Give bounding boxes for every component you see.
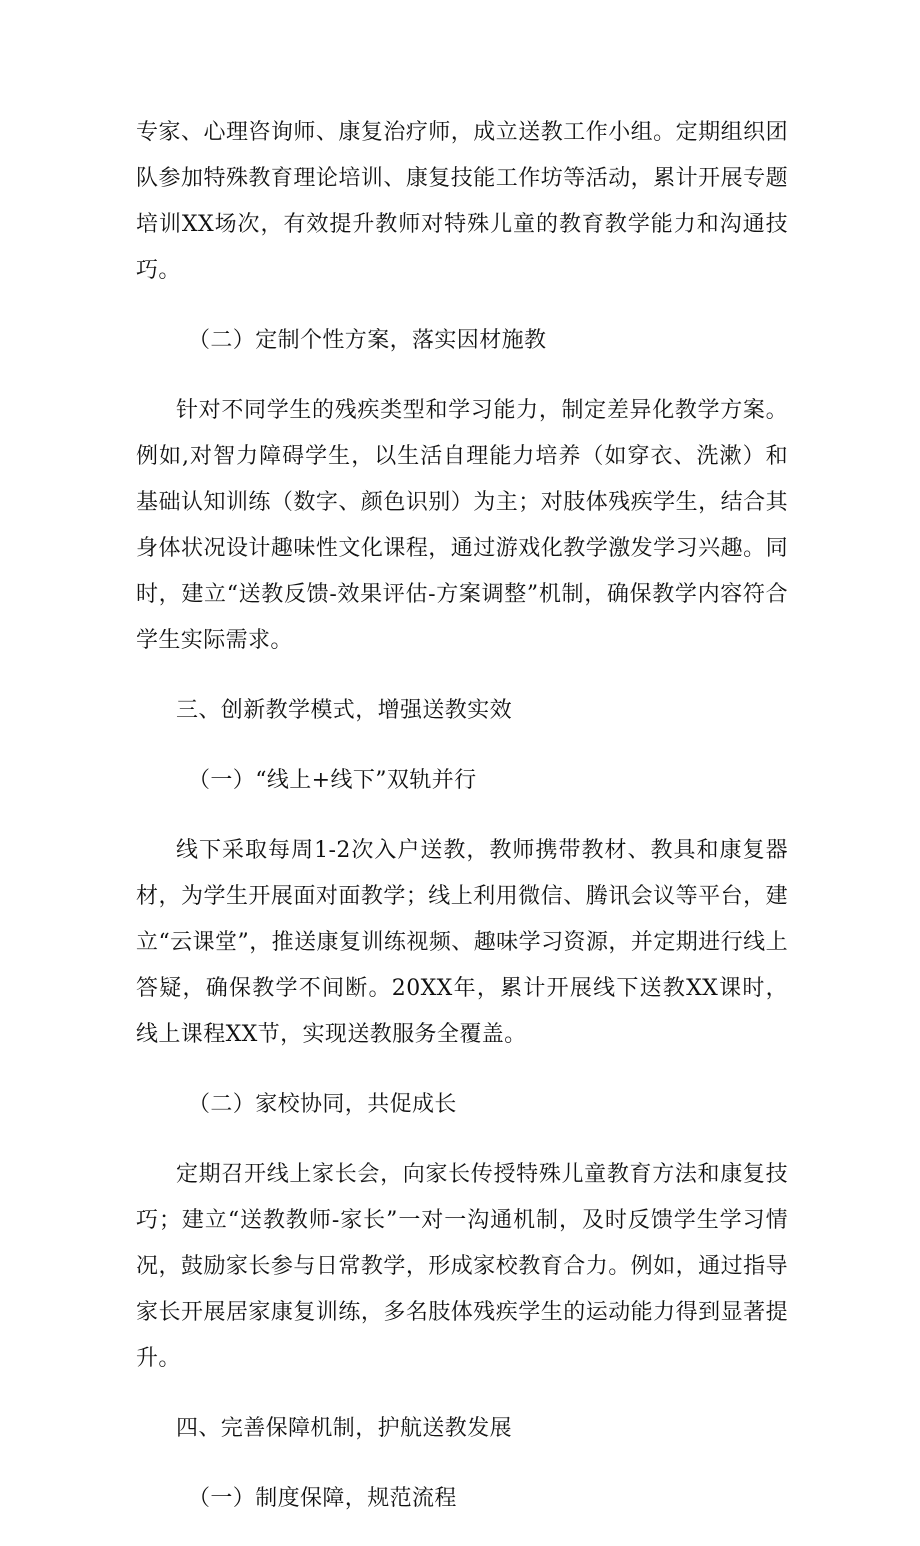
- document-body: [136, 110, 788, 1546]
- paragraph-differentiated-teaching: 针对不同学生的残疾类型和学习能力，制定差异化教学方案。例如,对智力障碍学生，以生活自理能力培养（如穿衣、洗漱）和基础认知训练（数字、颜色识别）为主；对肢体残疾学生，结合其身体状况设计趣味性文化课程，通过游戏化教学激发学习兴趣。同时，建立“送教反馈-效果评估-方案调整”机制，确保教学内容符合学生实际需求。: [136, 398, 788, 653]
- subheading-system-guarantee: （一）制度保障，规范流程: [188, 1486, 457, 1511]
- subheading-online-offline: （一）“线上+线下”双轨并行: [188, 768, 477, 793]
- subheading-home-school: （二）家校协同，共促成长: [188, 1092, 457, 1117]
- heading-innovate-teaching-mode: 三、创新教学模式，增强送教实效: [176, 698, 513, 723]
- subheading-custom-plan: （二）定制个性方案，落实因材施教: [188, 328, 547, 353]
- paragraph-home-school: 定期召开线上家长会，向家长传授特殊儿童教育方法和康复技巧；建立“送教教师-家长”一对一沟通机制，及时反馈学生学习情况，鼓励家长参与日常教学，形成家校教育合力。例如，通过指导家长开展居家康复训练，多名肢体残疾学生的运动能力得到显著提升。: [136, 1162, 788, 1371]
- heading-guarantee-mechanism: 四、完善保障机制，护航送教发展: [176, 1416, 513, 1441]
- paragraph-team-training: 专家、心理咨询师、康复治疗师，成立送教工作小组。定期组织团队参加特殊教育理论培训、康复技能工作坊等活动，累计开展专题培训XX场次，有效提升教师对特殊儿童的教育教学能力和沟通技巧。: [136, 120, 788, 283]
- paragraph-online-offline: 线下采取每周1-2次入户送教，教师携带教材、教具和康复器材，为学生开展面对面教学；线上利用微信、腾讯会议等平台，建立“云课堂”，推送康复训练视频、趣味学习资源，并定期进行线上答疑，确保教学不间断。20XX年，累计开展线下送教XX课时，线上课程XX节，实现送教服务全覆盖。: [136, 838, 788, 1047]
